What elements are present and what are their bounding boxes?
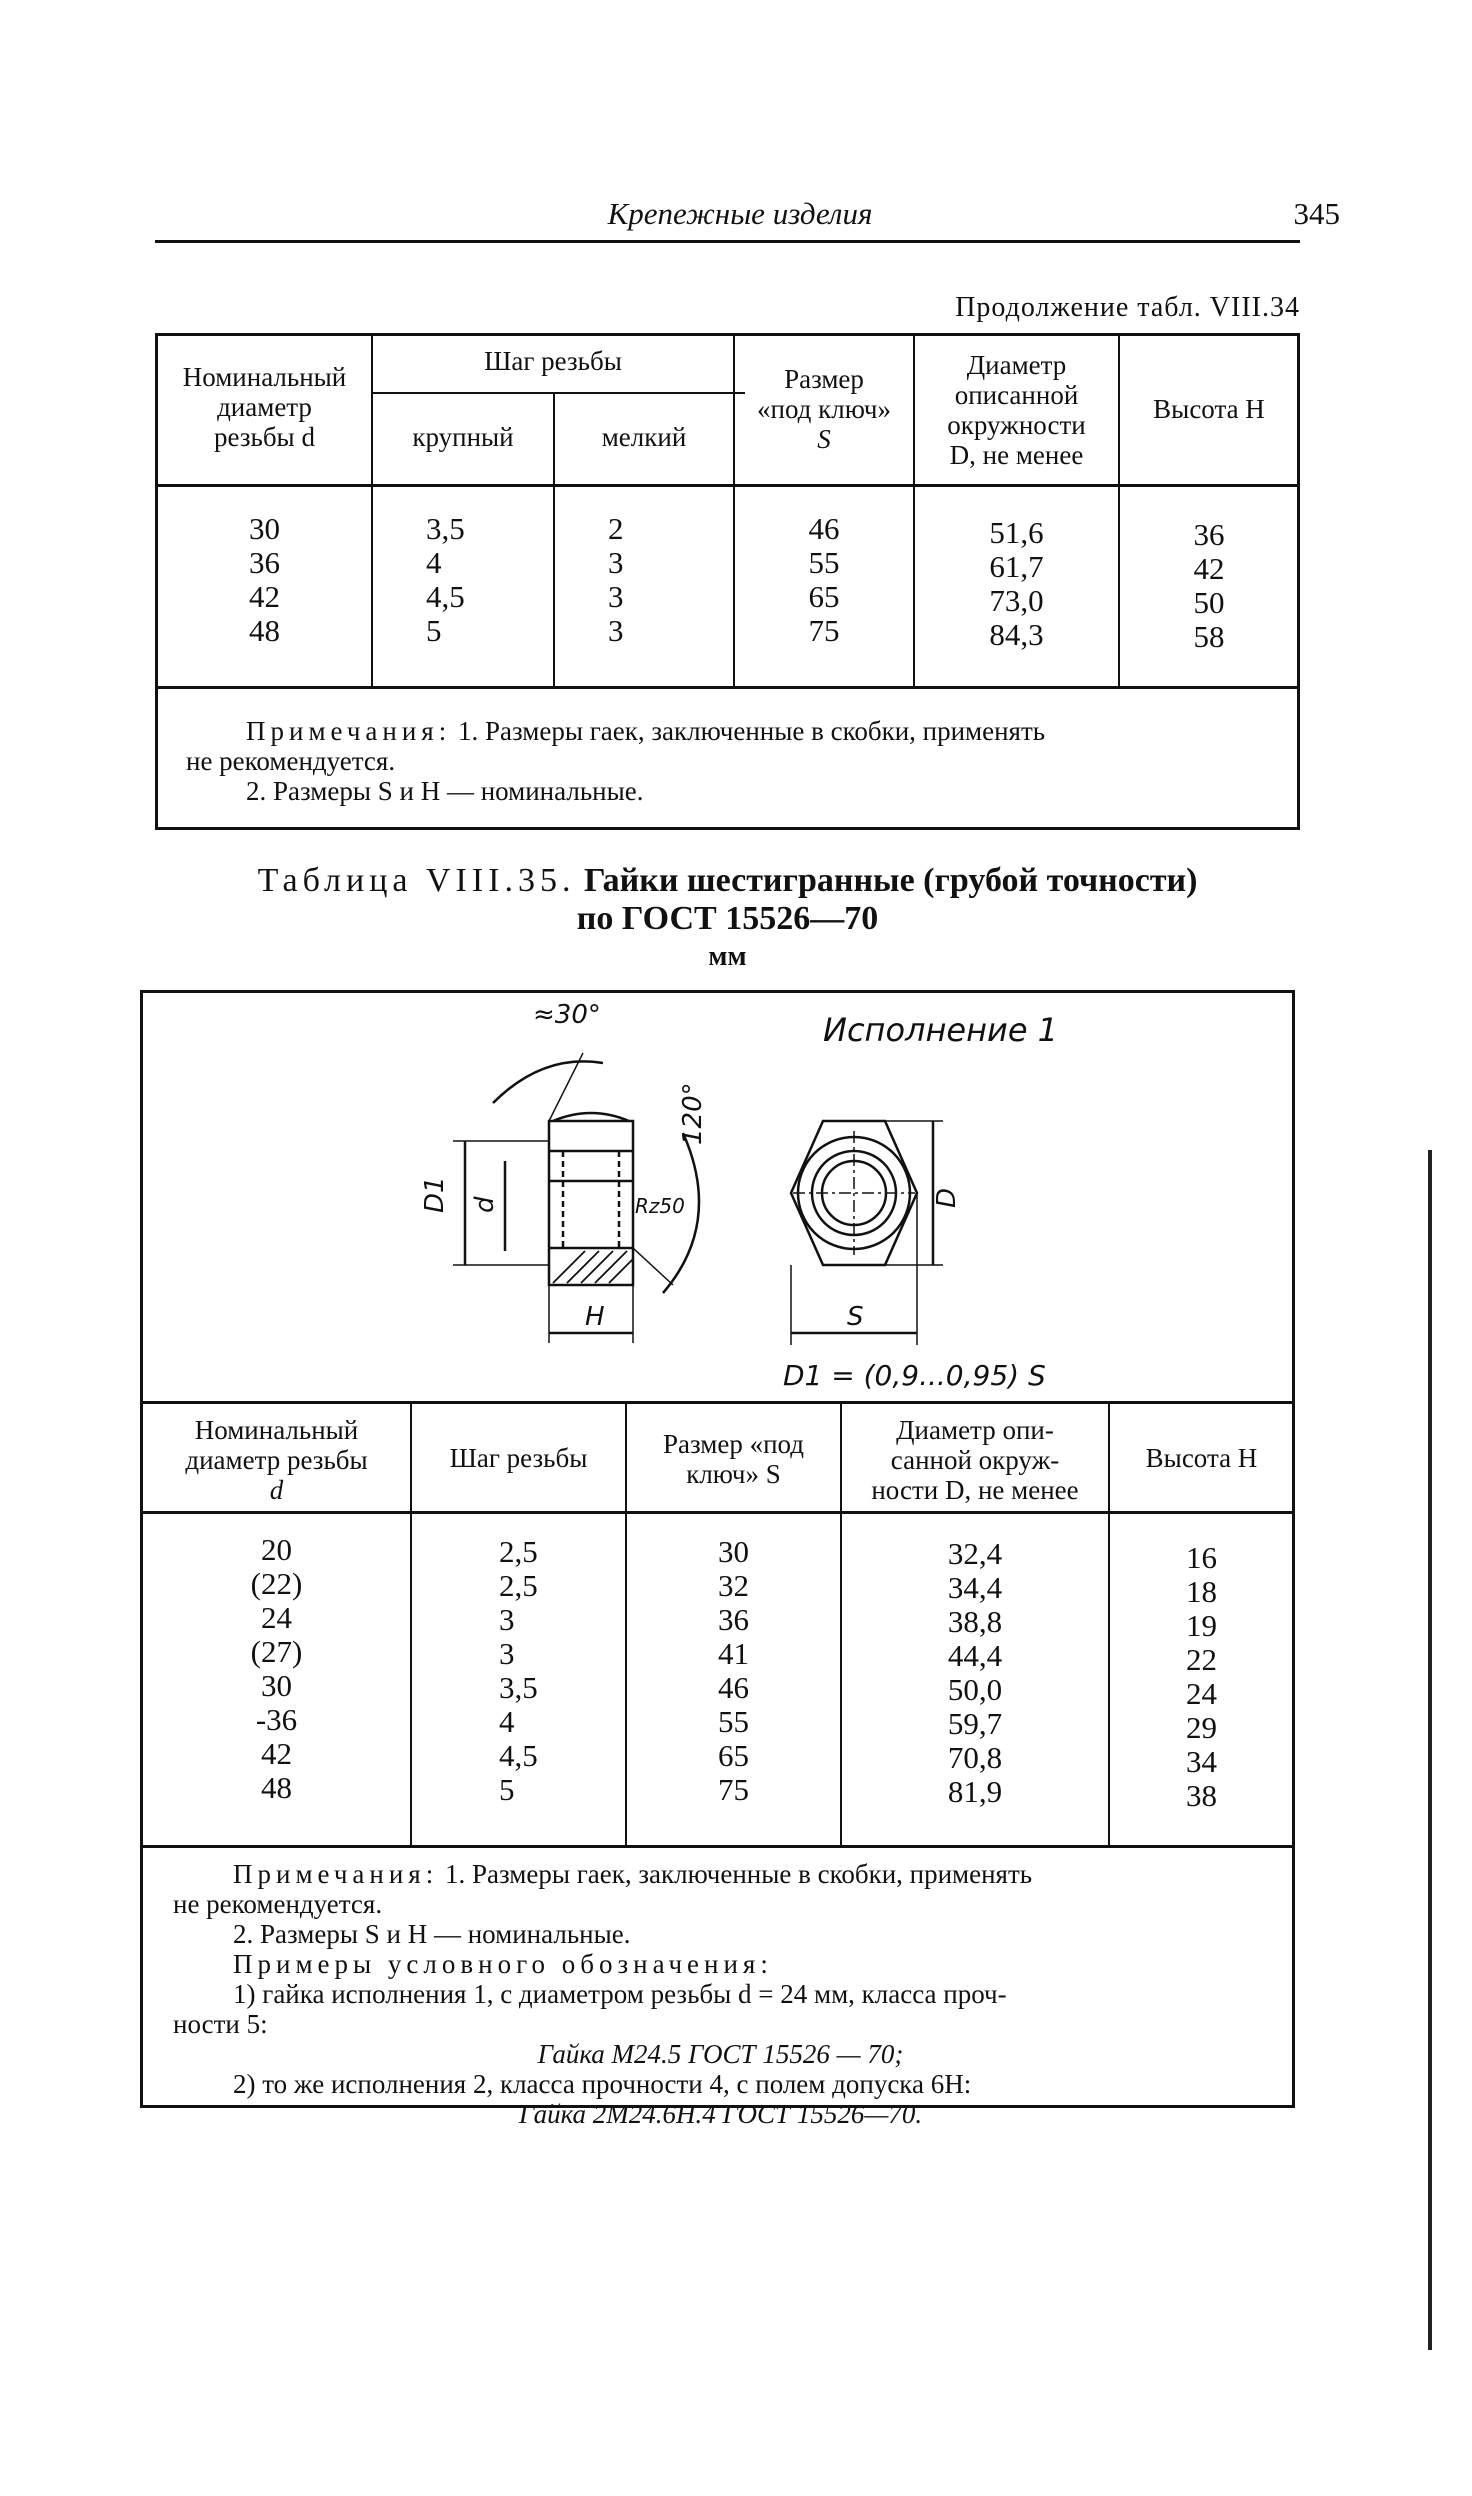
t1-pitch-rule xyxy=(373,392,745,394)
t2-example2-designation: Гайка 2М24.6H.4 ГОСТ 15526—70. xyxy=(518,2099,923,2129)
t1-note1: 1. Размеры гаек, заключенные в скобки, применять xyxy=(457,716,1046,746)
D1-label: D1 xyxy=(420,1176,450,1213)
t2-header-height: Высота H xyxy=(1145,1443,1258,1473)
t2-examples-label: Примеры условного обозначения: xyxy=(233,1949,773,1979)
angle30-label: ≈30° xyxy=(533,1000,601,1030)
t1-header-height: Высота H xyxy=(1153,394,1265,424)
t2-header-rule xyxy=(143,1511,1293,1514)
table1 xyxy=(155,333,1300,830)
t2-example1-cont: ности 5: xyxy=(173,2009,268,2039)
d-label: d xyxy=(470,1196,500,1213)
t1-vline xyxy=(371,336,373,686)
t2-col-d: 20 (22) 24 (27) 30 -36 42 48 xyxy=(250,1532,303,1805)
t1-note1-cont: не рекомендуется. xyxy=(186,746,396,776)
t1-header-key: Размер «под ключ» S xyxy=(757,364,891,454)
nut-side-view xyxy=(549,1121,633,1285)
t2-example1-designation: Гайка М24.5 ГОСТ 15526 — 70; xyxy=(537,2039,904,2069)
t1-col-H: 36 42 50 58 xyxy=(1193,517,1225,654)
page-number: 345 xyxy=(1293,196,1340,231)
t2-note1: 1. Размеры гаек, заключенные в скобки, применять xyxy=(444,1859,1033,1889)
t1-header-fine: мелкий xyxy=(601,422,687,452)
t2-col-S: 30 32 36 41 46 55 65 75 xyxy=(718,1534,749,1807)
t1-col-S: 46 55 65 75 xyxy=(808,511,840,648)
table2-units: мм xyxy=(708,941,747,972)
t1-header-nominal: Номинальный диаметр резьбы d xyxy=(182,362,347,452)
t1-notes xyxy=(186,716,1286,806)
angle30-arc xyxy=(493,1061,603,1103)
running-title: Крепежные изделия xyxy=(607,196,873,231)
t1-col-fine: 2 3 3 3 xyxy=(608,511,624,648)
t1-col-d: 30 36 42 48 xyxy=(249,511,280,648)
D1-formula: D1 = (0,9...0,95) S xyxy=(783,1359,1046,1392)
t2-header-pitch: Шаг резьбы xyxy=(449,1443,588,1473)
scan-edge-line xyxy=(1428,1150,1432,2350)
t1-note2: 2. Размеры S и H — номинальные. xyxy=(246,776,644,806)
t2-col-pitch: 2,5 2,5 3 3 3,5 4 4,5 5 xyxy=(499,1534,538,1807)
t1-header-pitch: Шаг резьбы xyxy=(484,346,622,376)
t1-col-coarse: 3,5 4 4,5 5 xyxy=(426,511,465,648)
t1-header-rule xyxy=(158,484,1298,487)
rz-label: Rz50 xyxy=(635,1194,685,1218)
t2-header-diameter: Диаметр опи- санной окруж- ности D, не менее xyxy=(871,1415,1079,1505)
t2-notes-label: Примечания: xyxy=(233,1859,439,1889)
t1-header-diameter: Диаметр описанной окружности D, не менее xyxy=(947,350,1086,470)
t2-header-key: Размер «под ключ» S xyxy=(662,1429,804,1489)
nut-drawing xyxy=(143,993,1293,1393)
t2-col-D: 32,4 34,4 38,8 44,4 50,0 59,7 70,8 81,9 xyxy=(947,1536,1003,1809)
t2-example2: 2) то же исполнения 2, класса прочности 4, с полем допуска 6H: xyxy=(233,2069,972,2099)
S-label: S xyxy=(847,1302,864,1332)
t2-col-H: 16 18 19 22 24 29 34 38 xyxy=(1186,1540,1217,1813)
table2-title-main: Гайки шестигранные (грубой точности) xyxy=(584,862,1198,899)
t1-header-coarse: крупный xyxy=(412,422,514,452)
t2-body-rule xyxy=(143,1845,1293,1848)
table1-continuation: Продолжение табл. VIII.34 xyxy=(955,292,1300,323)
t1-body-rule xyxy=(158,686,1298,689)
t2-example1: 1) гайка исполнения 1, с диаметром резьбы d = 24 мм, класса проч- xyxy=(233,1979,1007,2009)
t2-note2: 2. Размеры S и H — номинальные. xyxy=(233,1919,631,1949)
t2-header-top-rule xyxy=(143,1401,1293,1404)
table2-title-line2: по ГОСТ 15526—70 xyxy=(576,900,879,937)
D-label: D xyxy=(932,1187,962,1208)
header-rule xyxy=(155,240,1300,243)
t2-note1-cont: не рекомендуется. xyxy=(173,1889,383,1919)
t1-col-D: 51,6 61,7 73,0 84,3 xyxy=(989,515,1044,652)
section-hatching xyxy=(553,1251,633,1283)
table2-title xyxy=(155,862,1300,976)
angle120-label: 120° xyxy=(678,1082,708,1145)
t1-notes-label: Примечания: xyxy=(246,716,452,746)
table2-title-prefix: Таблица VIII.35. xyxy=(257,862,576,899)
rz-leader xyxy=(633,1248,673,1285)
t2-notes xyxy=(173,1859,1268,2129)
t2-header-nominal: Номинальный диаметр резьбы d xyxy=(185,1415,368,1505)
H-label: H xyxy=(585,1302,605,1332)
variant-label: Исполнение 1 xyxy=(823,1011,1059,1049)
table2 xyxy=(140,990,1295,2129)
